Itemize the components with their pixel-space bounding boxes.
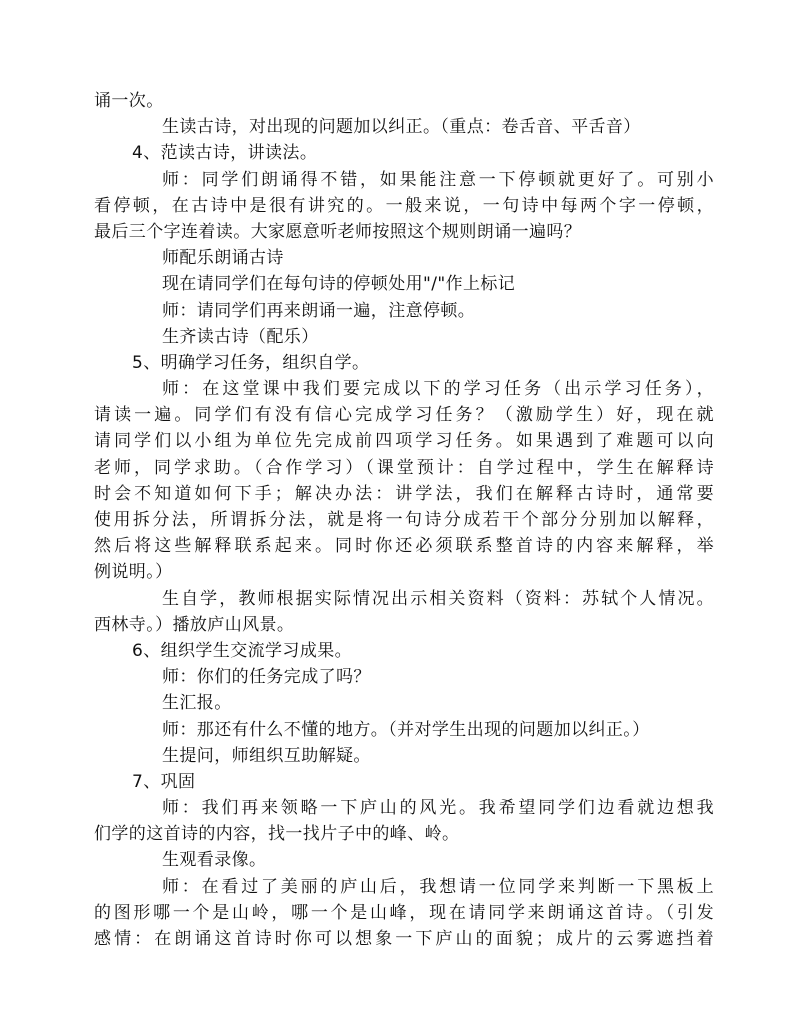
text-line: 师：那还有什么不懂的地方。（并对学生出现的问题加以纠正。） [162,719,650,740]
text-line: 使用拆分法，所谓拆分法，就是将一句诗分成若干个部分分别加以解释， [94,510,714,530]
text-line: 看停顿，在古诗中是很有讲究的。一般来说，一句诗中每两个字一停顿， [94,195,714,216]
text-line: 师：我们再来领略一下庐山的风光。我希望同学们边看就边想我 [162,798,714,819]
text-line: 生汇报。 [162,693,232,714]
text-line: 师：请同学们再来朗诵一遍，注意停顿。 [162,300,476,321]
text-line: 生齐读古诗（配乐） [162,326,319,347]
text-line: 生自学，教师根据实际情况出示相关资料（资料：苏轼个人情况。 [162,588,714,609]
text-line: 请同学们以小组为单位先完成前四项学习任务。如果遇到了难题可以向 [94,431,714,452]
document-body [94,88,714,952]
text-line: 生读古诗，对出现的问题加以纠正。（重点：卷舌音、平舌音） [162,117,641,138]
text-line: 例说明。） [94,562,173,583]
text-line: 然后将这些解释联系起来。同时你还必须联系整首诗的内容来解释，举 [94,536,714,557]
text-line: 师：你们的任务完成了吗？ [162,667,371,688]
text-line: 生提问，师组织互助解疑。 [162,745,371,766]
text-line: 西林寺。）播放庐山风景。 [94,614,295,635]
text-line: 师：在这堂课中我们要完成以下的学习任务（出示学习任务）， [162,379,714,400]
text-line: 诵一次。 [94,91,164,111]
text-line: 5、明确学习任务，组织自学。 [132,352,370,373]
text-line: 最后三个字连着读。大家愿意听老师按照这个规则朗诵一遍吗？ [94,221,582,242]
text-line: 的图形哪一个是山岭，哪一个是山峰，现在请同学来朗诵这首诗。（引发 [94,902,714,923]
text-line: 7、巩固 [132,771,196,792]
text-line: 生观看录像。 [162,850,267,871]
text-line: 师：在看过了美丽的庐山后，我想请一位同学来判断一下黑板上 [162,876,714,897]
text-line: 师：同学们朗诵得不错，如果能注意一下停顿就更好了。可别小 [162,169,714,190]
text-line: 6、组织学生交流学习成果。 [132,640,353,661]
text-line: 感情：在朗诵这首诗时你可以想象一下庐山的面貌；成片的云雾遮挡着 [94,929,714,949]
text-line: 请读一遍。同学们有没有信心完成学习任务？（激励学生）好，现在就 [94,405,714,426]
text-line: 4、范读古诗，讲读法。 [132,143,318,164]
text-line: 时会不知道如何下手；解决办法：讲学法，我们在解释古诗时，通常要 [94,483,714,504]
text-line: 老师，同学求助。（合作学习）（课堂预计：自学过程中，学生在解释诗 [94,457,714,478]
text-line: 们学的这首诗的内容，找一找片子中的峰、岭。 [94,824,460,845]
text-line: 师配乐朗诵古诗 [162,248,284,269]
text-line: 现在请同学们在每句诗的停顿处用"/"作上标记 [162,274,516,295]
